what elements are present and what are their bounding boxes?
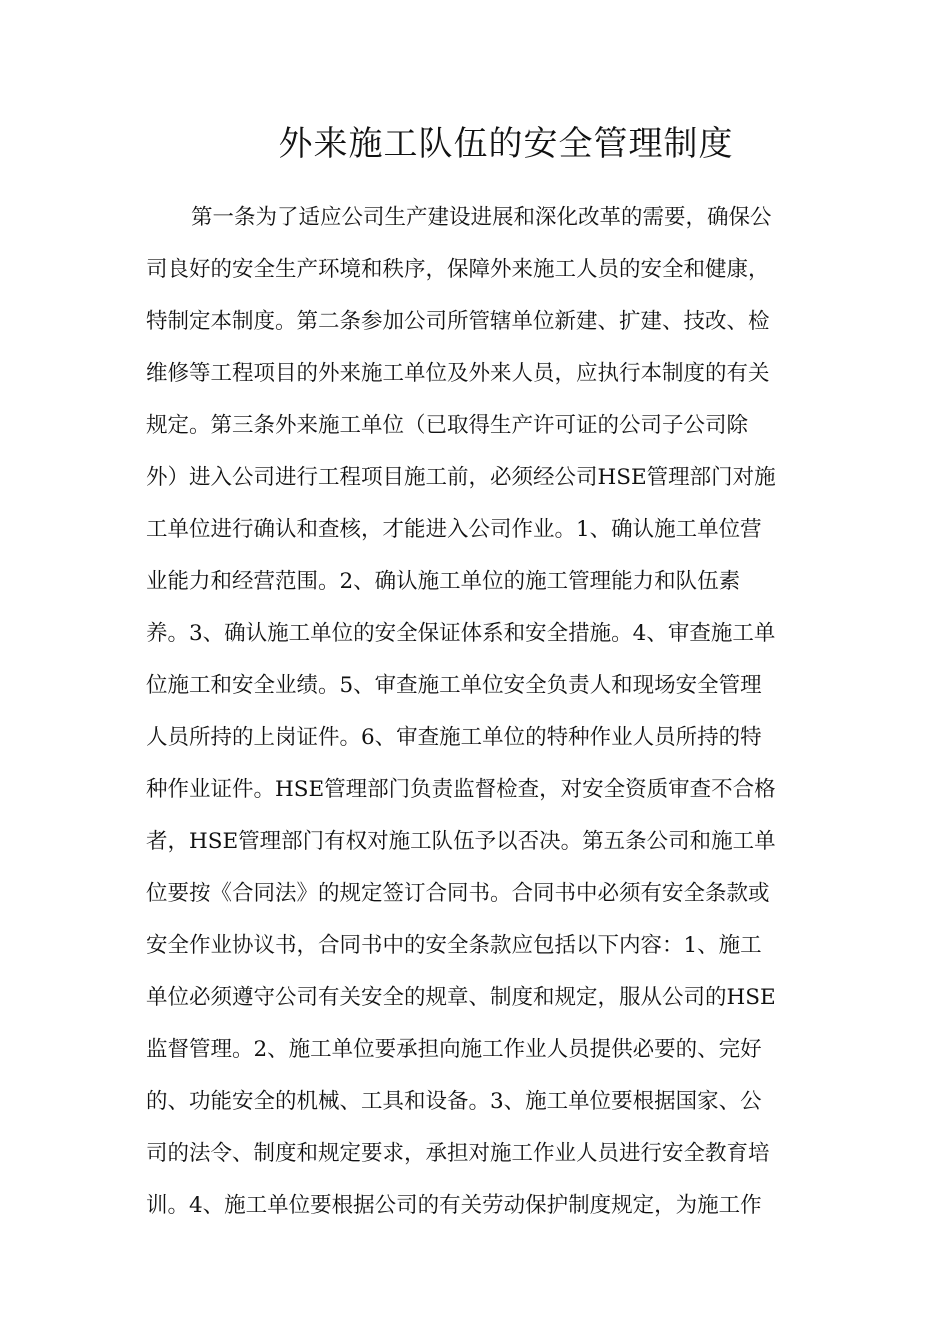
text-line: 养。3、确认施工单位的安全保证体系和安全措施。4、审查施工单 xyxy=(146,621,776,646)
text-line: 位施工和安全业绩。5、审查施工单位安全负责人和现场安全管理 xyxy=(146,673,762,698)
text-line: 第一条为了适应公司生产建设进展和深化改革的需要，确保公 xyxy=(191,205,772,230)
text-line: 位要按《合同法》的规定签订合同书。合同书中必须有安全条款或 xyxy=(146,881,770,906)
text-line: 安全作业协议书，合同书中的安全条款应包括以下内容：1、施工 xyxy=(146,933,762,958)
text-line: 规定。第三条外来施工单位（已取得生产许可证的公司子公司除 xyxy=(146,413,749,438)
document-title: 外来施工队伍的安全管理制度 xyxy=(278,124,734,164)
text-line: 训。4、施工单位要根据公司的有关劳动保护制度规定，为施工作 xyxy=(146,1193,762,1218)
text-line: 司的法令、制度和规定要求，承担对施工作业人员进行安全教育培 xyxy=(146,1141,770,1166)
text-line: 维修等工程项目的外来施工单位及外来人员，应执行本制度的有关 xyxy=(146,361,770,386)
text-line: 种作业证件。HSE管理部门负责监督检查，对安全资质审查不合格 xyxy=(146,777,776,802)
text-line: 单位必须遵守公司有关安全的规章、制度和规定，服从公司的HSE xyxy=(146,985,776,1010)
text-line: 人员所持的上岗证件。6、审查施工单位的特种作业人员所持的特 xyxy=(146,725,762,750)
text-line: 的、功能安全的机械、工具和设备。3、施工单位要根据国家、公 xyxy=(146,1089,762,1114)
text-line: 业能力和经营范围。2、确认施工单位的施工管理能力和队伍素 xyxy=(146,569,741,594)
text-line: 监督管理。2、施工单位要承担向施工作业人员提供必要的、完好 xyxy=(146,1037,762,1062)
text-line: 司良好的安全生产环境和秩序，保障外来施工人员的安全和健康， xyxy=(146,257,770,282)
text-line: 外）进入公司进行工程项目施工前，必须经公司HSE管理部门对施 xyxy=(146,465,776,490)
text-line: 工单位进行确认和查核，才能进入公司作业。1、确认施工单位营 xyxy=(146,517,762,542)
text-line: 者，HSE管理部门有权对施工队伍予以否决。第五条公司和施工单 xyxy=(146,829,776,854)
document-body xyxy=(146,192,806,1232)
text-line: 特制定本制度。第二条参加公司所管辖单位新建、扩建、技改、检 xyxy=(146,309,770,334)
